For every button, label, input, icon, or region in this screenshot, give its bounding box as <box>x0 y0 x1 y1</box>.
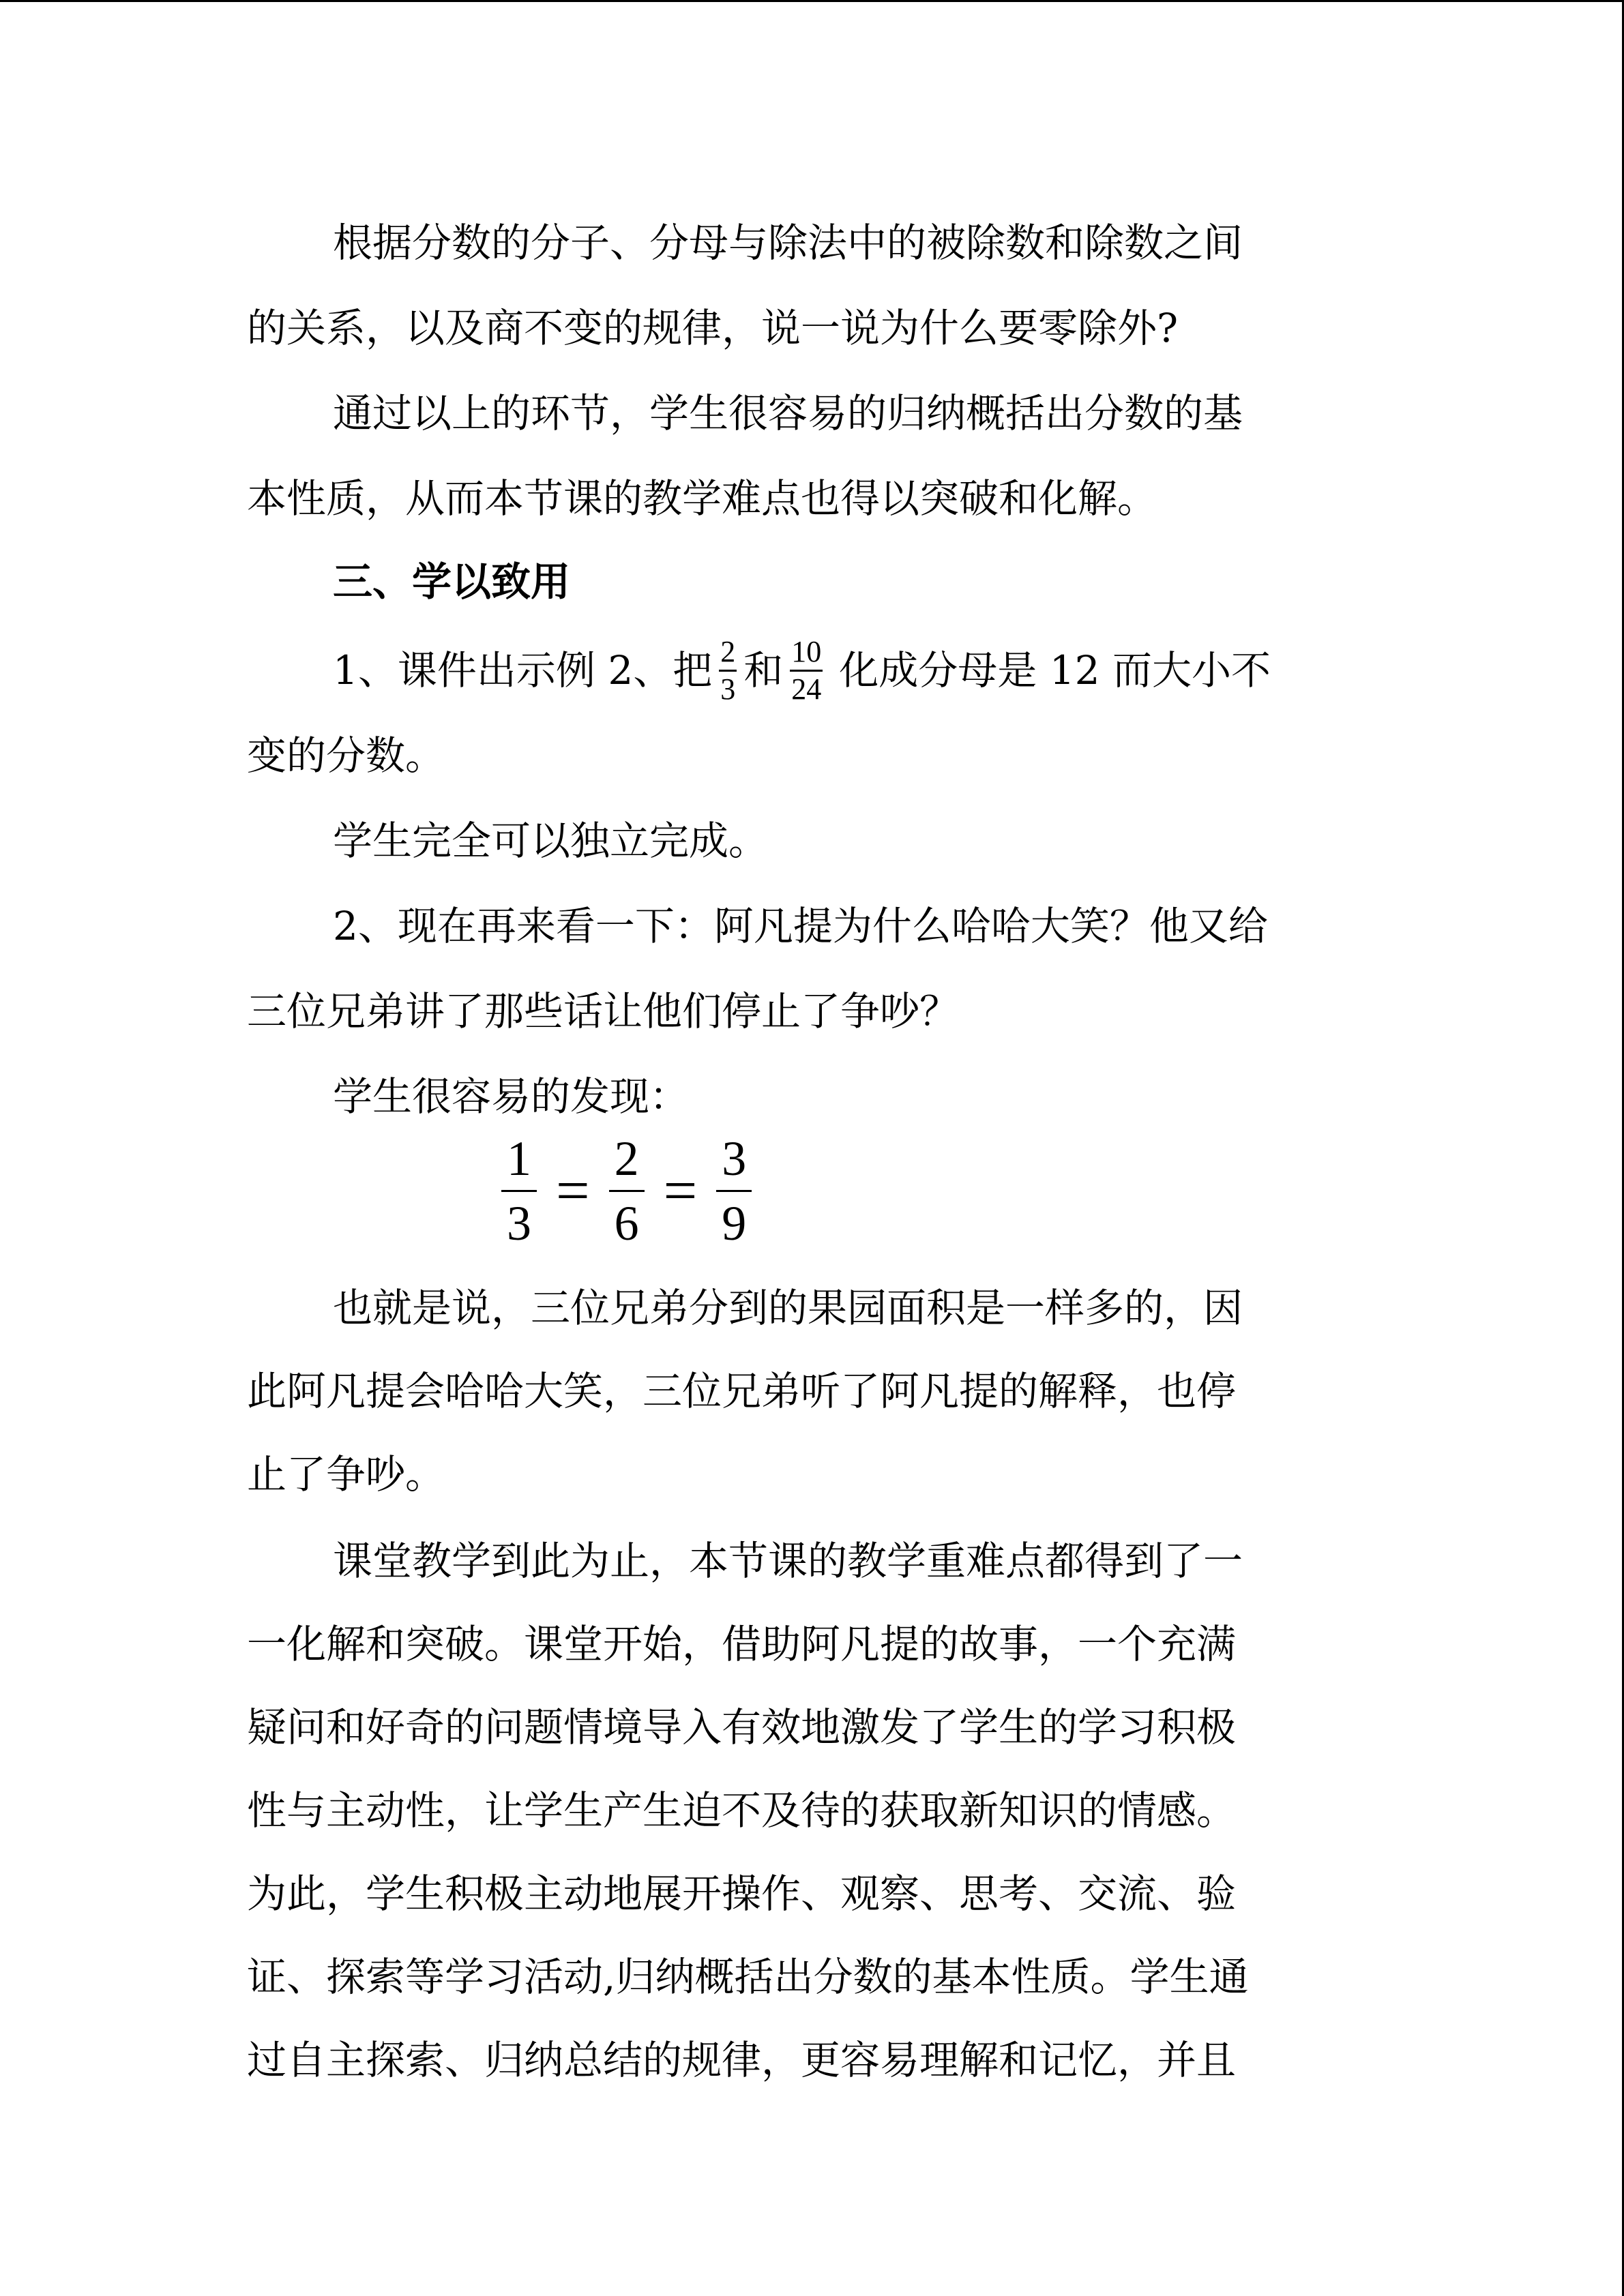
fraction-bar <box>790 670 823 672</box>
paragraph-line: 的关系，以及商不变的规律，说一说为什么要零除外? <box>247 305 1179 351</box>
paragraph-line: 三位兄弟讲了那些话让他们停止了争吵？ <box>247 988 960 1034</box>
paragraph-line: 疑问和好奇的问题情境导入有效地激发了学生的学习积极 <box>247 1704 1237 1750</box>
fraction-denominator: 3 <box>507 1196 531 1251</box>
example-line <box>333 636 1271 704</box>
paragraph-line: 性与主动性，让学生产生迫不及待的获取新知识的情感。 <box>247 1787 1237 1834</box>
paragraph-line: 根据分数的分子、分母与除法中的被除数和除数之间 <box>333 220 1243 266</box>
paragraph-line: 课堂教学到此为止，本节课的教学重难点都得到了一 <box>333 1538 1243 1584</box>
fraction-one-third <box>501 1131 537 1251</box>
example-suffix: 化成分母是 12 而大小不 <box>839 647 1271 694</box>
paragraph-line: 本性质，从而本节课的教学难点也得以突破和化解。 <box>247 475 1157 522</box>
fraction-ten-twentyfourths <box>790 634 823 706</box>
fraction-bar <box>609 1190 645 1192</box>
fraction-denominator: 9 <box>722 1196 747 1251</box>
fraction-two-thirds <box>719 634 737 706</box>
equals-sign: = <box>556 1157 590 1224</box>
fraction-bar <box>501 1190 537 1192</box>
paragraph-line: 学生很容易的发现： <box>333 1073 690 1120</box>
paragraph-line: 为此，学生积极主动地展开操作、观察、思考、交流、验 <box>247 1870 1237 1917</box>
fraction-equation <box>501 1131 752 1251</box>
fraction-numerator: 2 <box>720 634 736 668</box>
paragraph-line: 一化解和突破。课堂开始，借助阿凡提的故事，一个充满 <box>247 1621 1237 1667</box>
paragraph-line: 学生完全可以独立完成。 <box>333 818 769 864</box>
paragraph-line: 2、现在再来看一下：阿凡提为什么哈哈大笑？他又给 <box>333 903 1268 949</box>
paragraph-line: 变的分数。 <box>247 732 445 779</box>
paragraph-line: 也就是说，三位兄弟分到的果园面积是一样多的，因 <box>333 1285 1243 1331</box>
fraction-denominator: 6 <box>614 1196 639 1251</box>
paragraph-line: 止了争吵。 <box>247 1451 445 1497</box>
fraction-numerator: 1 <box>507 1131 531 1186</box>
fraction-numerator: 10 <box>791 634 822 668</box>
paragraph-line: 过自主探索、归纳总结的规律，更容易理解和记忆，并且 <box>247 2037 1237 2083</box>
fraction-three-ninths <box>716 1131 752 1251</box>
paragraph-line: 通过以上的环节，学生很容易的归纳概括出分数的基 <box>333 390 1243 436</box>
fraction-bar <box>716 1190 752 1192</box>
section-heading: 三、学以致用 <box>333 558 571 605</box>
fraction-denominator: 24 <box>791 672 822 706</box>
equals-sign: = <box>663 1157 698 1224</box>
paragraph-line: 证、探索等学习活动,归纳概括出分数的基本性质。学生通 <box>247 1954 1249 2000</box>
paragraph-line: 此阿凡提会哈哈大笑，三位兄弟听了阿凡提的解释，也停 <box>247 1368 1237 1414</box>
fraction-numerator: 2 <box>614 1131 639 1186</box>
fraction-bar <box>719 670 737 672</box>
example-prefix: 1、课件出示例 2、把 <box>333 647 713 694</box>
fraction-two-sixths <box>609 1131 645 1251</box>
connector-text: 和 <box>743 647 784 694</box>
fraction-denominator: 3 <box>720 672 736 706</box>
fraction-numerator: 3 <box>722 1131 747 1186</box>
